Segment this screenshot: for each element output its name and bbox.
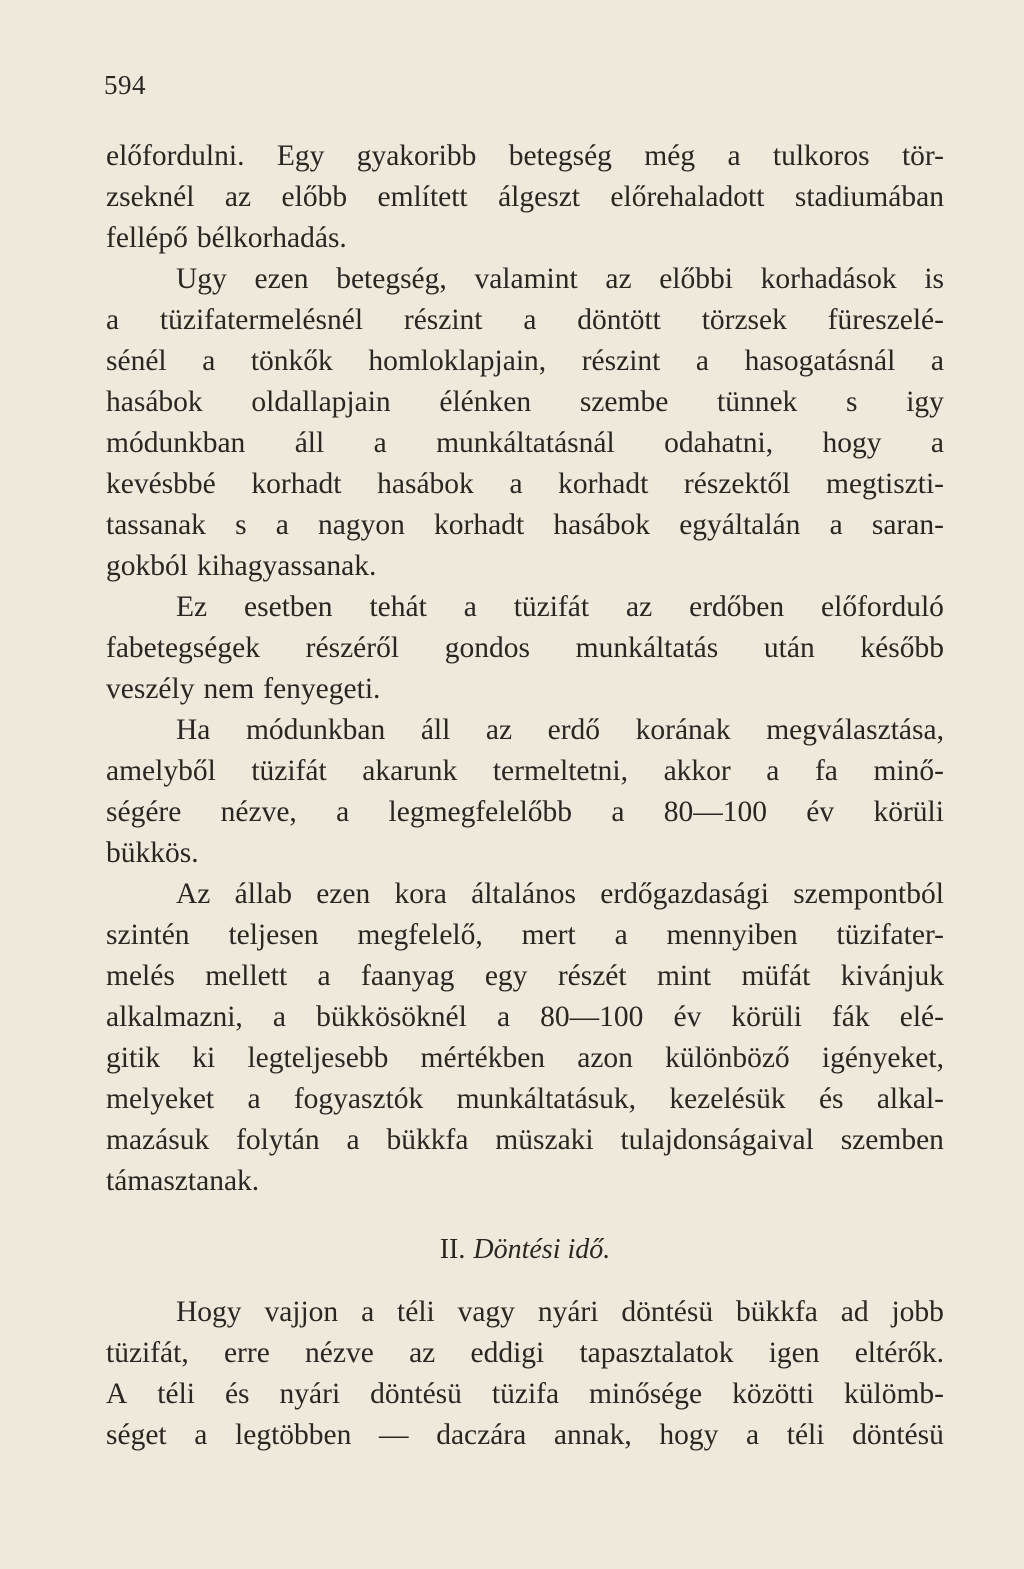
text-line: Ugy ezen betegség, valamint az előbbi korhadások is (176, 263, 944, 295)
text-line: Ez esetben tehát a tüzifát az erdőben előforduló (176, 591, 944, 623)
text-line: fellépő bélkorhadás. (106, 222, 347, 254)
body-text (106, 136, 944, 1456)
text-line: hasábok oldallapjain élénken szembe tünnek s igy (106, 386, 944, 418)
text-line: melyeket a fogyasztók munkáltatásuk, kezelésük és alkal- (106, 1083, 944, 1115)
text-line: sénél a tönkők homloklapjain, részint a hasogatásnál a (106, 345, 944, 377)
text-line: kevésbbé korhadt hasábok a korhadt részektől megtiszti- (106, 468, 944, 500)
text-line: séget a legtöbben — daczára annak, hogy a téli döntésü (106, 1419, 944, 1451)
text-line: veszély nem fenyegeti. (106, 673, 381, 705)
text-line: tüzifát, erre nézve az eddigi tapasztalatok igen eltérők. (106, 1337, 944, 1369)
page-number: 594 (104, 70, 146, 100)
text-line: amelyből tüzifát akarunk termeltetni, akkor a fa minő- (106, 755, 944, 787)
text-line: előfordulni. Egy gyakoribb betegség még a tulkoros tör- (106, 140, 944, 172)
section-heading (106, 1202, 944, 1292)
text-line: Az állab ezen kora általános erdőgazdasági szempontból (176, 878, 944, 910)
section-numeral: II. (439, 1233, 466, 1265)
text-line: fabetegségek részéről gondos munkáltatás után később (106, 632, 944, 664)
section-title: Döntési idő. (473, 1233, 611, 1265)
text-line: gitik ki legteljesebb mértékben azon különböző igényeket, (106, 1042, 944, 1074)
text-line: gokból kihagyassanak. (106, 550, 377, 582)
text-line: szintén teljesen megfelelő, mert a mennyiben tüzifater- (106, 919, 944, 951)
text-section-after-heading (106, 1292, 944, 1456)
text-line: a tüzifatermelésnél részint a döntött törzsek füreszelé- (106, 304, 944, 336)
text-line: tassanak s a nagyon korhadt hasábok egyáltalán a saran- (106, 509, 944, 541)
text-line: A téli és nyári döntésü tüzifa minősége közötti külömb- (106, 1378, 944, 1410)
text-line: melés mellett a faanyag egy részét mint müfát kivánjuk (106, 960, 944, 992)
text-line: bükkös. (106, 837, 199, 869)
text-line: Hogy vajjon a téli vagy nyári döntésü bükkfa ad jobb (176, 1296, 944, 1328)
text-line: Ha módunkban áll az erdő korának megválasztása, (176, 714, 944, 746)
text-line: módunkban áll a munkáltatásnál odahatni, hogy a (106, 427, 944, 459)
text-line: ségére nézve, a legmegfelelőbb a 80—100 év körüli (106, 796, 944, 828)
text-line: zseknél az előbb említett álgeszt előrehaladott stadiumában (106, 181, 944, 213)
text-line: támasztanak. (106, 1165, 260, 1197)
text-section-before-heading (106, 136, 944, 1202)
text-line: mazásuk folytán a bükkfa müszaki tulajdonságaival szemben (106, 1124, 944, 1156)
text-line: alkalmazni, a bükkösöknél a 80—100 év körüli fák elé- (106, 1001, 944, 1033)
